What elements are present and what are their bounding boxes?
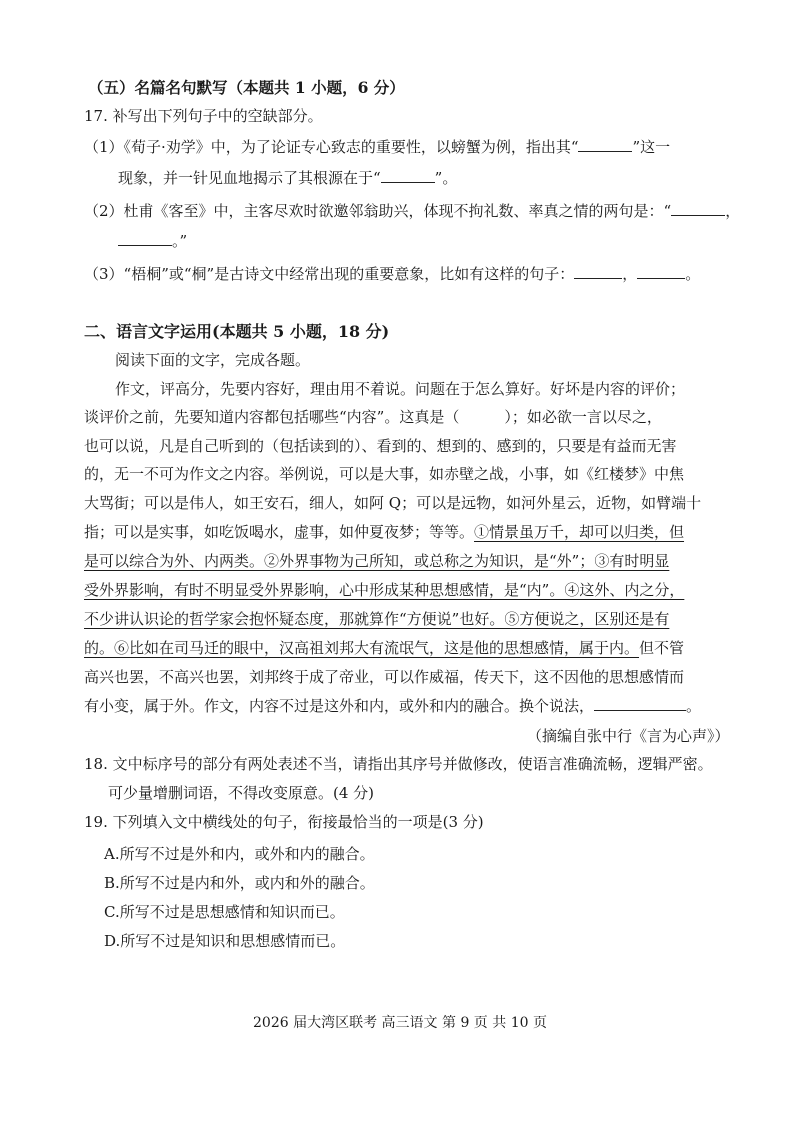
passage-line: 大骂街；可以是伟人，如王安石，细人，如阿 Q；可以是远物，如河外星云，近物，如臂端十 bbox=[84, 494, 702, 512]
q17-item2-text-a: （2）杜甫《客至》中，主客尽欢时欲邀邻翁助兴，体现不拘礼数、率真之情的两句是：“ bbox=[84, 202, 672, 220]
q17-item3-text-a: （3）“梧桐”或“桐”是古诗文中经常出现的重要意象，比如有这样的句子： bbox=[84, 265, 575, 283]
q17-item1-text-b: ”这一 bbox=[632, 138, 671, 156]
passage-segment: 。 bbox=[686, 697, 702, 715]
answer-blank[interactable] bbox=[637, 262, 685, 279]
passage-line bbox=[84, 520, 684, 544]
q17-item3-text-b: ， bbox=[622, 265, 638, 283]
underlined-segment: 的。⑥比如在司马迁的眼中，汉高祖刘邦大有流氓气，这是他的思想感情，属于内。 bbox=[84, 639, 640, 657]
q18-line1: 18. 文中标序号的部分有两处表述不当，请指出其序号并做修改，使语言准确流畅，逻辑严密。 bbox=[84, 755, 713, 773]
underlined-passage-line: 不少讲认识论的哲学家会抱怀疑态度，那就算作“方便说”也好。⑤方便说之，区别还是有 bbox=[84, 610, 670, 628]
q19-option-a[interactable]: A.所写不过是外和内，或外和内的融合。 bbox=[104, 845, 375, 863]
page-footer: 2026 届大湾区联考 高三语文 第 9 页 共 10 页 bbox=[253, 1015, 547, 1031]
q17-item1-text-d: ”。 bbox=[434, 169, 458, 187]
q17-item2-text-b: ， bbox=[725, 202, 741, 220]
answer-blank[interactable] bbox=[578, 135, 632, 152]
underlined-passage-line: 是可以综合为外、内两类。②外界事物为己所知，或总称之为知识，是“外”；③有时明显 bbox=[84, 552, 670, 570]
q19-option-c[interactable]: C.所写不过是思想感情和知识而已。 bbox=[104, 903, 345, 921]
passage-source: （摘编自张中行《言为心声》） bbox=[527, 727, 730, 745]
q19-stem: 19. 下列填入文中横线处的句子，衔接最恰当的一项是(3 分) bbox=[84, 813, 484, 831]
underlined-passage-line: 受外界影响，有时不明显受外界影响，心中形成某种思想感情，是“内”。④这外、内之分， bbox=[84, 581, 685, 599]
q19-option-b[interactable]: B.所写不过是内和外，或内和外的融合。 bbox=[104, 874, 375, 892]
q17-item1-text-a: （1）《荀子·劝学》中，为了论证专心致志的重要性，以螃蟹为例，指出其“ bbox=[84, 138, 579, 156]
q17-stem: 17. 补写出下列句子中的空缺部分。 bbox=[84, 107, 323, 125]
answer-blank[interactable] bbox=[574, 262, 622, 279]
passage-segment: 指；可以是实事，如吃饭喝水，虚事，如仲夏夜梦；等等。 bbox=[84, 523, 475, 541]
q17-item3-text-c: 。 bbox=[685, 265, 701, 283]
passage-line: 作文，评高分，先要内容好，理由用不着说。问题在于怎么算好。好坏是内容的评价； bbox=[115, 380, 686, 398]
section-heading-five: （五）名篇名句默写（本题共 1 小题，6 分） bbox=[88, 78, 405, 97]
passage-line: 的，无一不可为作文之内容。举例说，可以是大事，如赤壁之战，小事，如《红楼梦》中焦 bbox=[84, 465, 685, 483]
q17-item3-line bbox=[84, 262, 700, 286]
q17-item2-line2 bbox=[118, 229, 187, 253]
section-heading-two: 二、语言文字运用(本题共 5 小题，18 分) bbox=[84, 322, 390, 341]
passage-line: 高兴也罢，不高兴也罢，刘邦终于成了帝业，可以作威福，传天下，这不因他的思想感情而 bbox=[84, 668, 685, 686]
passage-line: 也可以说，凡是自己听到的（包括读到的）、看到的、想到的、感到的，只要是有益而无害 bbox=[84, 437, 677, 455]
q17-item1-line2 bbox=[118, 166, 457, 190]
q17-item1-line1 bbox=[84, 135, 670, 159]
underlined-segment: ①情景虽万千，却可以归类，但 bbox=[474, 523, 685, 541]
answer-blank[interactable] bbox=[671, 199, 725, 216]
passage-line: 谈评价之前，先要知道内容都包括哪些“内容”。这真是（ ）；如必欲一言以尽之， bbox=[84, 408, 662, 426]
answer-blank[interactable] bbox=[381, 166, 435, 183]
q19-option-d[interactable]: D.所写不过是知识和思想感情而已。 bbox=[104, 932, 346, 950]
passage-line bbox=[84, 694, 701, 718]
answer-blank[interactable] bbox=[118, 229, 172, 246]
passage-line bbox=[84, 636, 684, 660]
passage-segment: 但不管 bbox=[639, 639, 685, 657]
q17-item1-text-c: 现象，并一针见血地揭示了其根源在于“ bbox=[118, 169, 381, 187]
q17-item2-text-c: 。” bbox=[172, 232, 188, 250]
fill-in-blank[interactable] bbox=[594, 694, 686, 711]
q17-item2-line1 bbox=[84, 199, 740, 223]
reading-intro: 阅读下面的文字，完成各题。 bbox=[115, 351, 311, 369]
q18-line2: 可少量增删词语，不得改变原意。(4 分) bbox=[108, 784, 375, 802]
passage-segment: 有小变，属于外。作文，内容不过是这外和内，或外和内的融合。换个说法， bbox=[84, 697, 595, 715]
